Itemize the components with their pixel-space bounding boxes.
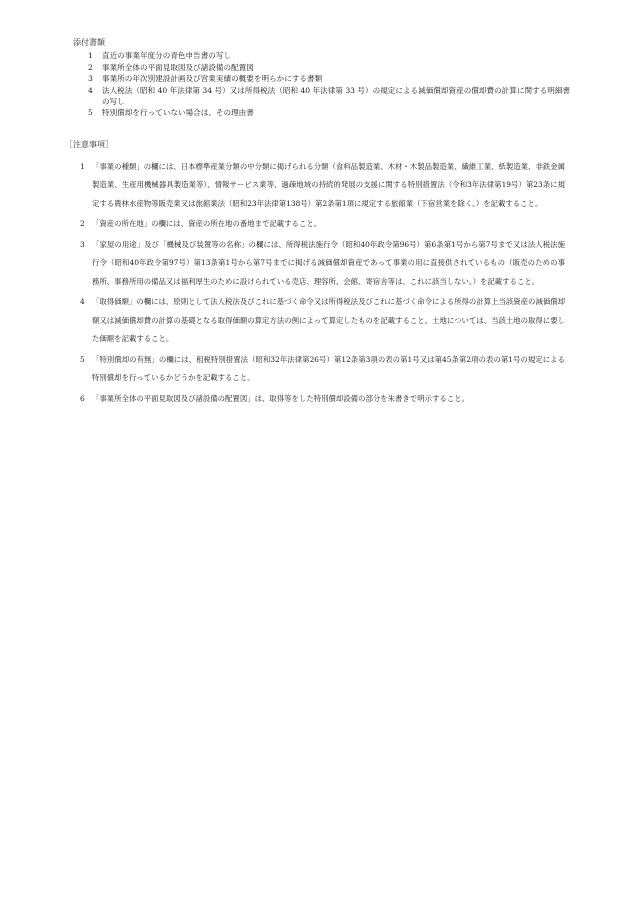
note-number: 4 [80, 297, 85, 307]
attachment-item [88, 73, 588, 85]
attachment-item [88, 85, 588, 107]
attachments-title: 添付書類 [73, 38, 105, 47]
note-item [80, 215, 565, 233]
attachment-text: 特別償却を行っていない場合は、その理由書 [102, 107, 254, 117]
attachment-number: 4 [88, 85, 93, 95]
note-text: 「事業の種類」の欄には、日本標準産業分類の中分類に掲げられる分類（食料品製造業、木材・木製品製造業、繊維工業、紙製造業、非鉄金属製造業、生産用機械器具製造業等）、情報サービス業等、過疎地域の持続的発展の支援に関する特別措置法（令和3年法律第19号）第23条に規定する農林水産物等販売業又は旅館業法（昭和23年法律第138号）第2条第1項に規定する旅館業（下宿営業を除く。）を記載すること。 [92, 162, 566, 208]
note-text: 「特別償却の有無」の欄には、租税特別措置法（昭和32年法律第26号）第12条第3項の表の第1号又は第45条第2項の表の第1号の規定による特別償却を行っているかどうかを記載すること。 [92, 354, 565, 383]
note-item [80, 293, 565, 348]
attachment-number: 5 [88, 107, 93, 117]
attachment-text: 事業所の年次別建設計画及び営業実績の概要を明らかにする書類 [102, 74, 323, 84]
attachment-number: 1 [88, 51, 93, 60]
attachments-list [88, 50, 588, 118]
note-number: 6 [80, 393, 85, 403]
attachment-number: 2 [88, 62, 93, 72]
attachment-text: 事業所全体の平面見取図及び諸設備の配置図 [102, 62, 254, 72]
attachment-item [88, 107, 588, 119]
attachment-text: 法人税法（昭和 40 年法律第 34 号）又は所得税法（昭和 40 年法律第 33 号）の規定による減価償却資産の償却費の計算に関する明細書の写し [102, 85, 571, 106]
note-text: 「家屋の用途」及び「機械及び装置等の名称」の欄には、所得税法施行令（昭和40年政令第96号）第6条第1号から第7号まで又は法人税法施行令（昭和40年政令第97号）第13条第1号から第7号までに掲げる減価償却資産であって事業の用に直接供されているもの（販売のための事務所、事務所用の備品又は福利厚生のために設けられている売店、理容所、会館、寄宿舎等は、これに該当しない。）を記載すること。 [92, 240, 565, 286]
note-number: 2 [80, 219, 85, 229]
note-item [80, 236, 565, 291]
note-text: 「資産の所在地」の欄には、資産の所在地の番地まで記載すること。 [92, 219, 322, 229]
note-number: 3 [80, 240, 85, 249]
note-number: 1 [80, 162, 85, 171]
notes-list [80, 158, 565, 410]
note-item [80, 158, 565, 213]
attachment-number: 3 [88, 74, 93, 84]
note-item [80, 351, 565, 388]
attachment-item [88, 62, 588, 74]
attachment-text: 直近の事業年度分の青色申告書の写し [102, 51, 232, 60]
note-text: 「事業所全体の平面見取図及び諸設備の配置図」は、取得等をした特別償却設備の部分を朱書きで明示すること。 [92, 393, 469, 403]
note-text: 「取得価額」の欄には、原則として法人税法及びこれに基づく命令又は所得税法及びこれに基づく命令による所得の計算上当該資産の減価償却額又は減価償却費の計算の基礎となる取得価額の算定方法の例によって算定したものを記載すること。土地については、当該土地の取得に要した価額を記載すること。 [92, 297, 566, 344]
notes-title: ［注意事項］ [65, 140, 113, 149]
attachment-item [88, 50, 588, 62]
note-number: 5 [80, 354, 85, 364]
note-item [80, 390, 565, 408]
